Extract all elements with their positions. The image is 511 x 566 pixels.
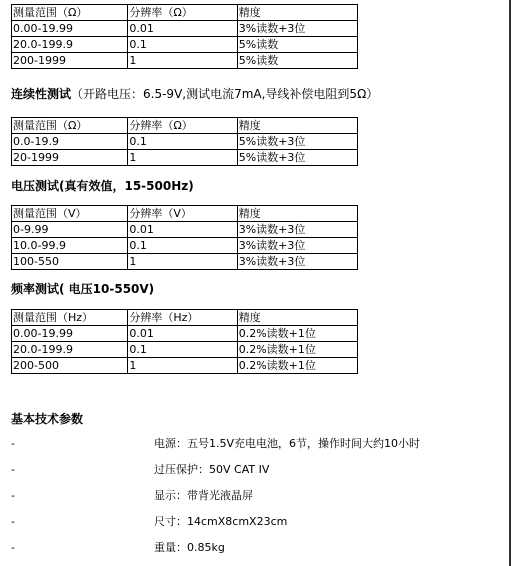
continuity-heading — [11, 86, 378, 102]
table-row — [12, 238, 358, 254]
continuity-table — [11, 117, 358, 166]
cell-accuracy: 5%读数+3位 — [237, 134, 357, 150]
basic-params-title: 基本技术参数 — [11, 412, 84, 426]
cell-range: 20.0-199.9 — [12, 37, 128, 53]
cell-resolution: 0.01 — [128, 222, 237, 238]
cell-resolution: 1 — [128, 150, 237, 166]
list-dash: - — [11, 541, 15, 554]
voltage-title: 电压测试(真有效值，15-500Hz) — [11, 179, 194, 193]
table-row — [12, 21, 358, 37]
cell-accuracy: 5%读数+3位 — [237, 150, 357, 166]
cell-range: 0-9.99 — [12, 222, 128, 238]
list-dash: - — [11, 437, 15, 450]
resistance-table — [11, 4, 358, 69]
table-row — [12, 134, 358, 150]
param-row-display — [11, 488, 491, 504]
param-row-weight — [11, 540, 491, 556]
header-accuracy: 精度 — [237, 206, 357, 222]
header-resolution: 分辨率（Ω） — [128, 5, 237, 21]
header-accuracy: 精度 — [237, 118, 357, 134]
cell-accuracy: 3%读数+3位 — [237, 254, 357, 270]
voltage-table — [11, 205, 358, 270]
table-row — [12, 222, 358, 238]
cell-range: 200-500 — [12, 358, 128, 374]
param-size: 尺寸：14cmX8cmX23cm — [154, 515, 288, 528]
table-row — [12, 358, 358, 374]
header-range: 测量范围（Hz） — [12, 310, 128, 326]
table-header-row — [12, 310, 358, 326]
table-row — [12, 37, 358, 53]
header-resolution: 分辨率（Ω） — [128, 118, 237, 134]
header-range: 测量范围（Ω） — [12, 5, 128, 21]
header-accuracy: 精度 — [237, 310, 357, 326]
table-row — [12, 326, 358, 342]
voltage-heading — [11, 178, 194, 194]
header-resolution: 分辨率（V） — [128, 206, 237, 222]
continuity-note: （开路电压：6.5-9V,测试电流7mA,导线补偿电阻到5Ω） — [71, 87, 379, 101]
cell-resolution: 0.01 — [128, 326, 237, 342]
cell-accuracy: 3%读数+3位 — [237, 222, 357, 238]
cell-range: 0.00-19.99 — [12, 326, 128, 342]
header-range: 测量范围（Ω） — [12, 118, 128, 134]
param-display: 显示：带背光液晶屏 — [154, 489, 253, 502]
list-dash: - — [11, 463, 15, 476]
table-header-row — [12, 5, 358, 21]
param-row-size — [11, 514, 491, 530]
table-row — [12, 254, 358, 270]
cell-resolution: 1 — [128, 358, 237, 374]
list-dash: - — [11, 515, 15, 528]
cell-resolution: 0.1 — [128, 342, 237, 358]
table-header-row — [12, 118, 358, 134]
frequency-heading — [11, 281, 154, 297]
cell-resolution: 0.1 — [128, 238, 237, 254]
table-row — [12, 342, 358, 358]
cell-resolution: 1 — [128, 254, 237, 270]
cell-range: 20-1999 — [12, 150, 128, 166]
cell-resolution: 0.1 — [128, 134, 237, 150]
cell-accuracy: 0.2%读数+1位 — [237, 326, 357, 342]
param-row-overvoltage — [11, 462, 491, 478]
table-row — [12, 150, 358, 166]
cell-range: 20.0-199.9 — [12, 342, 128, 358]
list-dash: - — [11, 489, 15, 502]
param-power: 电源：五号1.5V充电电池，6节，操作时间大约10小时 — [154, 437, 421, 450]
cell-resolution: 0.01 — [128, 21, 237, 37]
header-accuracy: 精度 — [237, 5, 357, 21]
cell-accuracy: 5%读数 — [237, 53, 357, 69]
param-overvoltage: 过压保护：50V CAT IV — [154, 463, 270, 476]
header-range: 测量范围（V） — [12, 206, 128, 222]
frequency-title: 频率测试( 电压10-550V) — [11, 282, 155, 296]
frequency-table — [11, 309, 358, 374]
cell-range: 0.00-19.99 — [12, 21, 128, 37]
cell-range: 0.0-19.9 — [12, 134, 128, 150]
cell-range: 200-1999 — [12, 53, 128, 69]
param-row-power — [11, 436, 491, 452]
param-weight: 重量：0.85kg — [154, 541, 225, 554]
cell-accuracy: 3%读数+3位 — [237, 21, 357, 37]
table-header-row — [12, 206, 358, 222]
cell-range: 100-550 — [12, 254, 128, 270]
cell-accuracy: 0.2%读数+1位 — [237, 342, 357, 358]
cell-resolution: 1 — [128, 53, 237, 69]
cell-resolution: 0.1 — [128, 37, 237, 53]
continuity-title: 连续性测试 — [11, 87, 72, 101]
cell-accuracy: 3%读数+3位 — [237, 238, 357, 254]
table-row — [12, 53, 358, 69]
cell-range: 10.0-99.9 — [12, 238, 128, 254]
cell-accuracy: 0.2%读数+1位 — [237, 358, 357, 374]
cell-accuracy: 5%读数 — [237, 37, 357, 53]
header-resolution: 分辨率（Hz） — [128, 310, 237, 326]
